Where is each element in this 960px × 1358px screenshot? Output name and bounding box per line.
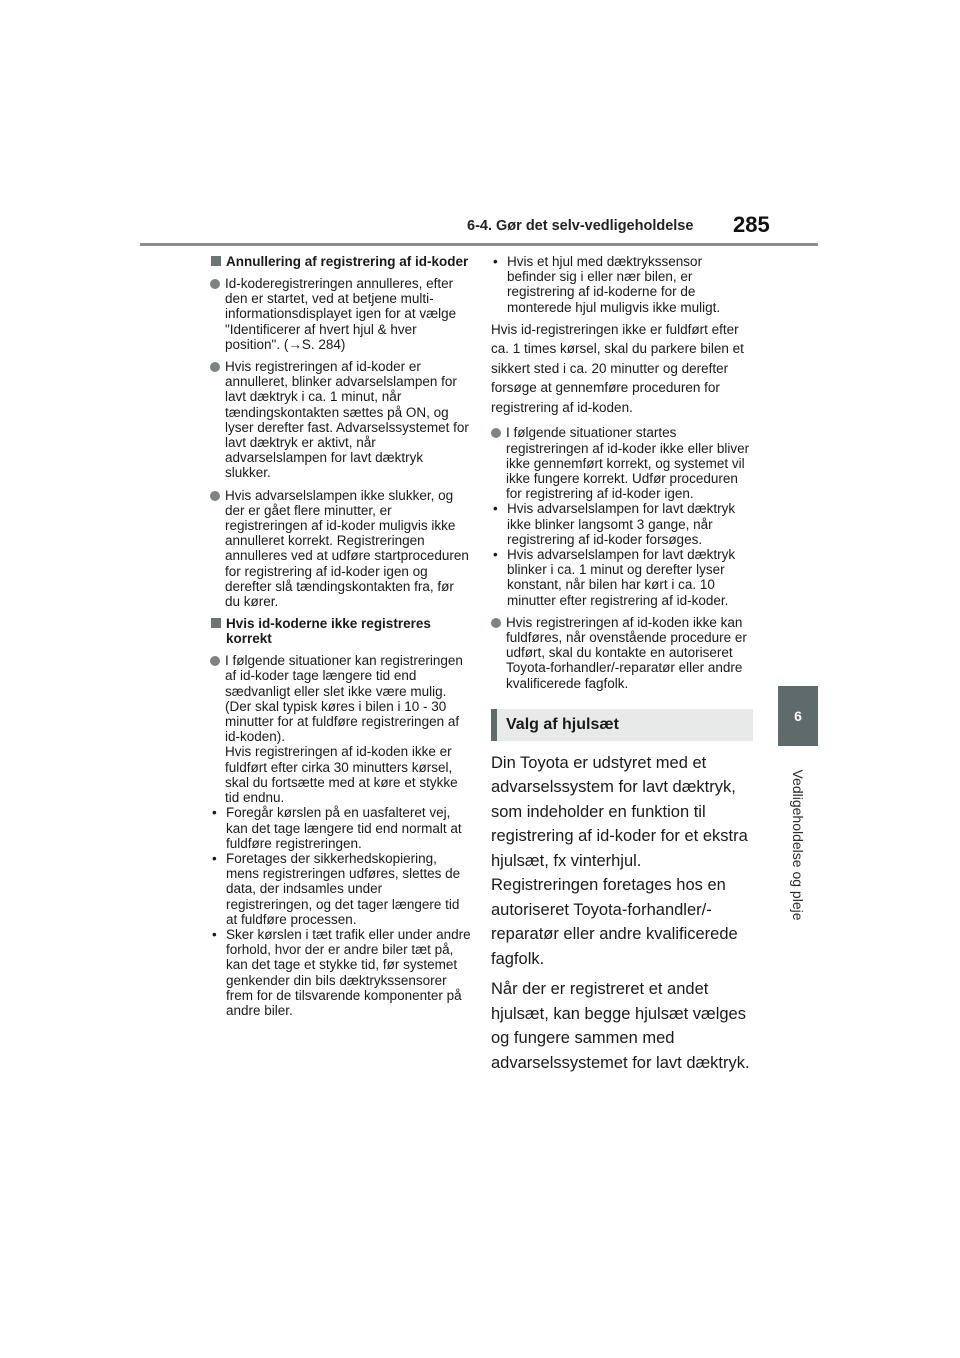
list-item: I følgende situationer kan registreringen af id-koder tage længere tid end sædvanligt eller slet ikke være mulig. (Der skal typisk køres i bilen i 10 - 30 minutter for at fuldføre registreringen af id-koden). Hvis registreringen af id-koden ikke er fuldført efter cirka 30 minutters kørsel, skal du fortsætte med at køre et stykke tid endnu. [210,653,472,805]
bullet-item: • Hvis et hjul med dæktrykssensor befinder sig i eller nær bilen, er registrering af id-koderne for de monterede hjul muligvis ikke muligt. [491,254,753,315]
circle-bullet-icon [210,656,220,666]
paragraph: Din Toyota er udstyret med et advarselssystem for lavt dæktryk, som indeholder en funktion til registrering af id-koder for et ekstra hjulsæt, fx vinterhjul. Registreringen foretages hos en autoriseret Toyota-forhandler/-reparatør eller andre kvalificerede fagfolk. [491,753,748,968]
right-column [491,254,753,1081]
paragraph: Når der er registreret et andet hjulsæt, kan begge hjulsæt vælges og fungere sammen med advarselssystemet for lavt dæktryk. [491,980,750,1072]
page-number: 285 [733,212,770,237]
list-item: I følgende situationer startes registreringen af id-koder ikke eller bliver ikke gennemført korrekt, og systemet vil ikke fungere korrekt. Udfør proceduren for registrering af id-koder igen. [491,425,753,501]
paragraph: Hvis id-registreringen ikke er fuldført efter ca. 1 times kørsel, skal du parkere bilen et sikkert sted i ca. 20 minutter og derefter forsøge at gennemføre proceduren for registrering af id-koden. [491,321,744,415]
header-rule [140,243,818,246]
circle-bullet-icon [210,362,220,372]
left-column [210,254,472,1025]
list-item: Id-koderegistreringen annulleres, efter den er startet, ved at betjene multi-informationsdisplayet igen for at vælge "Identificerer af hvert hjul & hver position". (→S. 284) [210,276,472,352]
list-item: Hvis registreringen af id-koden ikke kan fuldføres, når ovenstående procedure er udført, skal du kontakte en autoriseret Toyota-forhandler/-reparatør eller andre kvalificerede fagfolk. [491,615,753,691]
page-header [440,214,780,244]
list-item: Hvis advarselslampen ikke slukker, og der er gået flere minutter, er registreringen af id-koder muligvis ikke annulleret korrekt. Registreringen annulleres ved at udføre startproceduren for registrering af id-koder igen og derefter slå tændingskontakten fra, før du kører. [210,488,472,610]
circle-bullet-icon [491,618,501,628]
chapter-tab: 6 [778,686,818,746]
bullet-item: • Hvis advarselslampen for lavt dæktryk ikke blinker langsomt 3 gange, når registrering af id-koder forsøges. [491,501,753,547]
section-title: 6-4. Gør det selv-vedligeholdelse [467,218,694,234]
heading-annullering: Annullering af registrering af id-koder [210,254,472,269]
section-heading-box [491,709,753,741]
bullet-list [210,805,472,1018]
bullet-item: • Foretages der sikkerhedskopiering, mens registreringen udføres, slettes de data, der indsamles under registreringen, og det tager længere tid at fuldføre processen. [210,851,472,927]
bullet-list [491,254,753,315]
bullet-list [491,501,753,607]
circle-bullet-icon [210,279,220,289]
heading-ikke-registreres: Hvis id-koderne ikke registreres korrekt [210,616,472,646]
circle-bullet-icon [491,428,501,438]
section-accent-bar [491,709,497,741]
circle-bullet-icon [210,491,220,501]
square-bullet-icon [211,618,221,628]
arrow-right-icon: → [288,336,302,352]
list-item: Hvis registreringen af id-koder er annulleret, blinker advarselslampen for lavt dæktryk i ca. 1 minut, når tændingskontakten sættes på ON, og lyser derefter fast. Advarselssystemet for lavt dæktryk er aktivt, når advarselslampen for lavt dæktryk slukker. [210,359,472,481]
chapter-label: Vedligeholdelse og pleje [790,769,806,921]
section-heading: Valg af hjulsæt [506,715,619,733]
square-bullet-icon [211,256,221,266]
bullet-item: • Sker kørslen i tæt trafik eller under andre forhold, hvor der er andre biler tæt på, kan det tage et stykke tid, før systemet genkender din bils dæktrykssensorer frem for de tilsvarende komponenter på andre biler. [210,927,472,1018]
bullet-item: • Hvis advarselslampen for lavt dæktryk blinker i ca. 1 minut og derefter lyser konstant, når bilen har kørt i ca. 10 minutter efter registrering af id-koder. [491,547,753,608]
bullet-item: • Foregår kørslen på en uasfalteret vej, kan det tage længere tid end normalt at fuldføre registreringen. [210,805,472,851]
